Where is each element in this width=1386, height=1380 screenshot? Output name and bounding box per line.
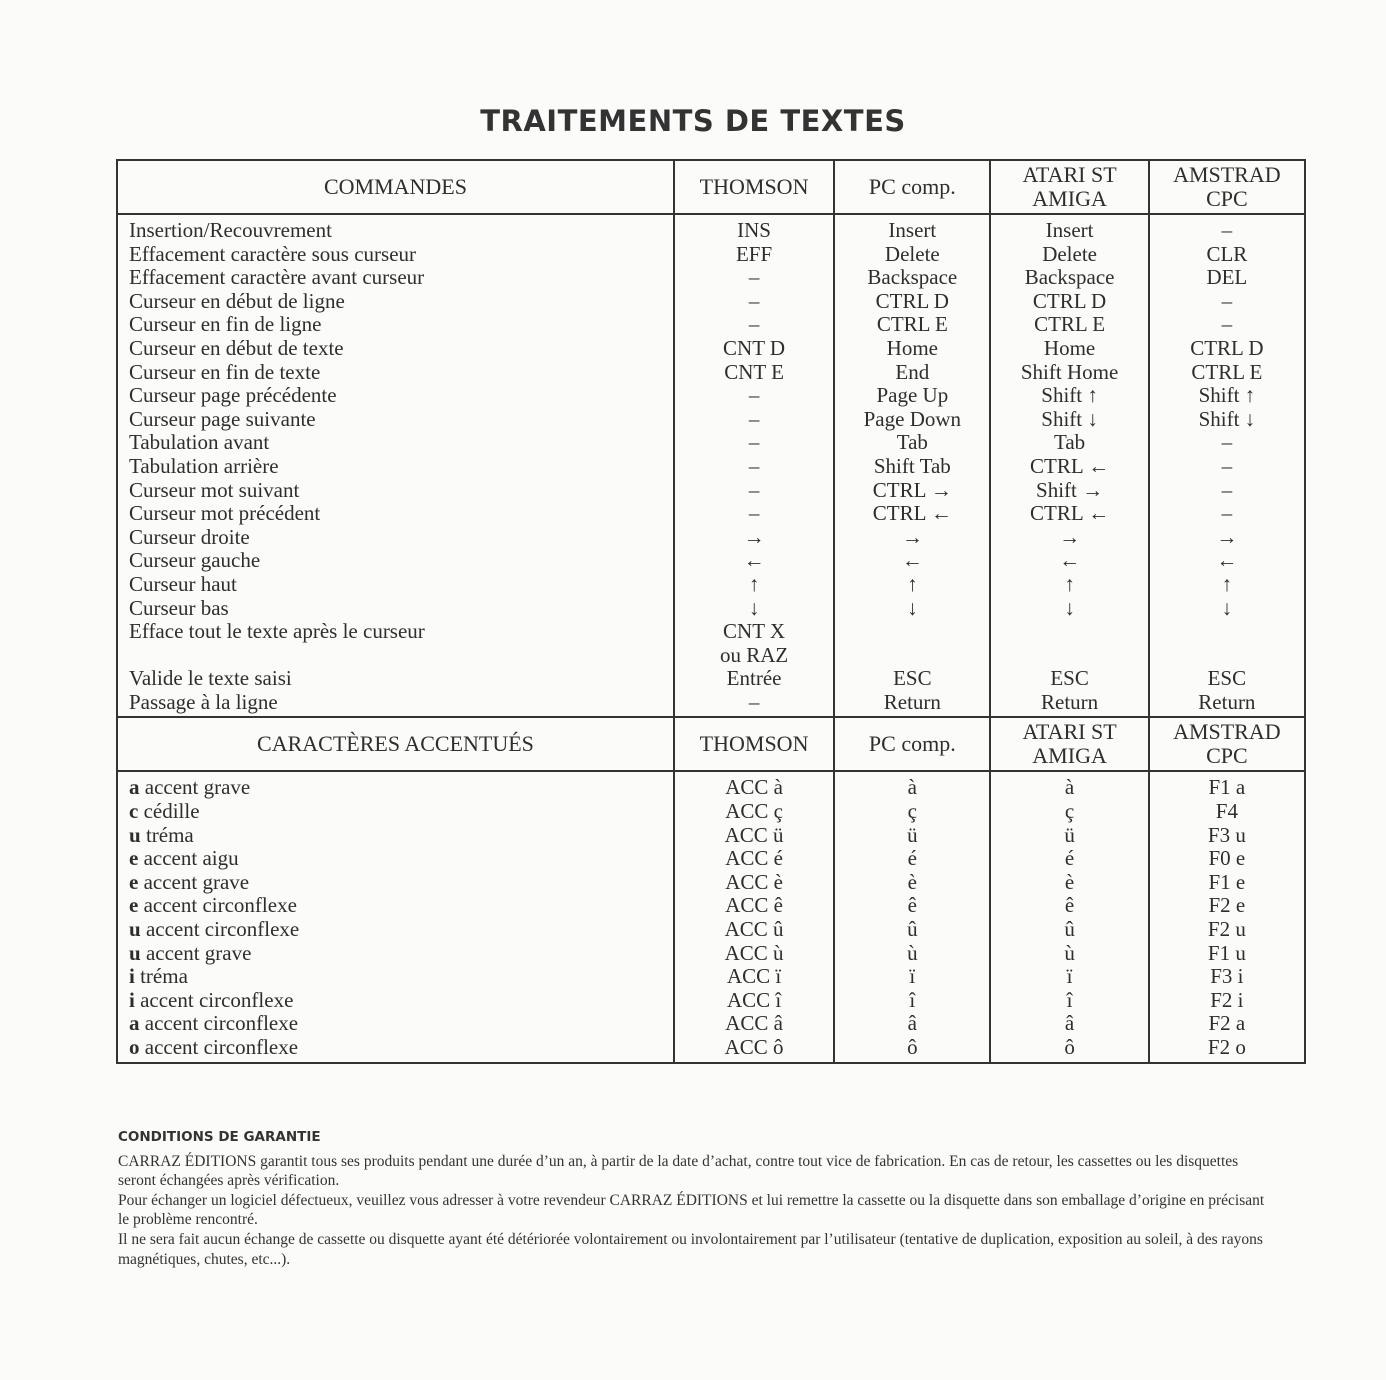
pc-accent: î: [909, 987, 916, 1012]
command-name: Insertion/Recouvrement: [129, 218, 332, 242]
accent-letter: i: [129, 964, 135, 989]
command-name: Curseur haut: [129, 571, 237, 596]
amstrad-accent: F0 e: [1208, 846, 1246, 871]
thomson-key: –: [748, 501, 760, 526]
pc-key: Backspace: [867, 265, 958, 290]
header-pc-accents: PC comp.: [834, 717, 990, 771]
amstrad-accent: F2 o: [1207, 1035, 1246, 1059]
atari-amiga-accent: ù: [1064, 940, 1075, 965]
header-caracteres-accentues: CARACTÈRES ACCENTUÉS: [117, 717, 674, 771]
pc-accent: ç: [907, 799, 917, 824]
pc-key: End: [895, 359, 930, 384]
amstrad-key: Return: [1198, 689, 1256, 714]
command-name: Curseur en début de ligne: [129, 288, 345, 313]
atari-amiga-accent: û: [1064, 917, 1075, 942]
pc-keys-column: [834, 214, 990, 717]
header-pc: PC comp.: [834, 160, 990, 214]
pc-key: ←: [901, 548, 923, 573]
thomson-accent: ACC û: [724, 917, 784, 942]
amstrad-key: ↑: [1221, 571, 1233, 596]
amstrad-key: –: [1221, 477, 1233, 502]
atari-amiga-keys-column: [990, 214, 1148, 717]
atari-amiga-key: Shift Home: [1020, 359, 1119, 384]
pc-accent: û: [907, 917, 918, 942]
command-name: Curseur mot précédent: [129, 501, 321, 526]
atari-amiga-key: Shift ↑: [1041, 383, 1098, 408]
atari-amiga-key: Shift ↓: [1041, 406, 1098, 431]
thomson-key: –: [748, 406, 760, 431]
thomson-key: –: [748, 430, 760, 455]
amstrad-accent: F1 e: [1208, 869, 1246, 894]
warranty-section: [118, 1128, 1278, 1269]
atari-amiga-key: [991, 620, 1147, 667]
accent-letter: o: [129, 1035, 140, 1059]
pc-key: CTRL ←: [872, 501, 952, 526]
atari-amiga-key: CTRL ←: [1030, 453, 1110, 478]
thomson-key: CNT E: [724, 359, 784, 384]
pc-key: Delete: [884, 241, 940, 266]
thomson-key: ↑: [748, 571, 760, 596]
amstrad-accent: F1 u: [1207, 940, 1246, 965]
thomson-accent: ACC ï: [726, 964, 782, 989]
thomson-key: EFF: [735, 241, 773, 266]
command-name: Curseur page suivante: [129, 406, 316, 431]
thomson-key: –: [748, 288, 760, 313]
amstrad-accent: F4: [1215, 799, 1238, 824]
accent-name: o accent circonflexe: [129, 1035, 299, 1059]
thomson-key: ←: [743, 548, 765, 573]
command-name: Valide le texte saisi: [129, 666, 292, 691]
pc-accent: ü: [907, 822, 918, 847]
accent-letter: c: [129, 799, 139, 824]
warranty-heading: CONDITIONS DE GARANTIE: [118, 1129, 321, 1145]
pc-key: ↑: [907, 571, 918, 596]
accent-name: e accent aigu: [129, 846, 239, 871]
accent-letter: u: [129, 822, 141, 847]
command-name: Efface tout le texte après le curseur: [129, 619, 425, 644]
amstrad-key: Shift ↑: [1198, 383, 1256, 408]
thomson-accents-column: [674, 771, 834, 1062]
command-name: Effacement caractère avant curseur: [129, 265, 425, 290]
warranty-paragraph: Il ne sera fait aucun échange de cassette ou disquette ayant été détériorée volontairement ou involontairement par l’utilisateur (tentative de duplication, exposition au soleil, à des rayons magnétiques, chutes, etc...).: [118, 1230, 1263, 1268]
warranty-paragraph: CARRAZ ÉDITIONS garantit tous ses produits pendant une durée d’un an, à partir de la date d’achat, contre tout vice de fabrication. En cas de retour, les cassettes ou les disquettes seront échangées après vérification.: [118, 1152, 1239, 1190]
amstrad-accent: F1 a: [1208, 775, 1246, 800]
accent-letter: i: [129, 987, 135, 1012]
thomson-key: INS: [737, 218, 771, 242]
amstrad-key: ESC: [1207, 666, 1247, 691]
accent-name: u accent circonflexe: [129, 917, 300, 942]
thomson-key: CNT X ou RAZ: [719, 619, 789, 667]
thomson-key: →: [743, 524, 765, 549]
accent-letter: u: [129, 917, 141, 942]
command-name: Curseur page précédente: [129, 383, 337, 408]
atari-amiga-key: Insert: [1045, 218, 1094, 242]
pc-accent: é: [907, 846, 917, 871]
thomson-key: –: [748, 312, 760, 337]
atari-amiga-key: CTRL D: [1032, 288, 1107, 313]
atari-amiga-key: Delete: [1042, 241, 1097, 266]
thomson-key: –: [748, 689, 760, 714]
atari-amiga-key: →: [1059, 524, 1081, 549]
pc-key: [835, 620, 989, 667]
command-name: Passage à la ligne: [129, 689, 278, 714]
pc-key: Page Down: [863, 406, 962, 431]
accent-name: a accent circonflexe: [129, 1011, 299, 1036]
amstrad-key: →: [1216, 524, 1238, 549]
atari-amiga-accent: è: [1064, 869, 1075, 894]
pc-accent: â: [907, 1011, 917, 1036]
atari-amiga-accent: ü: [1064, 822, 1075, 847]
atari-amiga-key: CTRL ←: [1030, 501, 1110, 526]
atari-amiga-accent: é: [1064, 846, 1075, 871]
amstrad-accent: F3 i: [1210, 964, 1244, 989]
amstrad-accent: F2 i: [1210, 987, 1244, 1012]
accents-body-row: [117, 771, 1305, 1062]
command-name: Tabulation arrière: [129, 453, 279, 478]
atari-amiga-accent: î: [1066, 987, 1073, 1012]
thomson-key: Entrée: [726, 666, 782, 691]
amstrad-key: Shift ↓: [1198, 406, 1256, 431]
amstrad-key: –: [1221, 501, 1233, 526]
header-commandes: COMMANDES: [117, 160, 674, 214]
header-thomson: THOMSON: [674, 160, 834, 214]
atari-amiga-key: CTRL E: [1034, 312, 1106, 337]
accent-name: i tréma: [129, 964, 188, 989]
accent-name: e accent grave: [129, 869, 250, 894]
header-thomson-accents: THOMSON: [674, 717, 834, 771]
pc-key: Home: [886, 335, 938, 360]
header-atari-amiga-accents: ATARI ST AMIGA: [990, 717, 1148, 771]
accent-letter: e: [129, 893, 139, 918]
amstrad-accent: F3 u: [1207, 822, 1246, 847]
amstrad-key: CTRL E: [1191, 359, 1263, 384]
header-amstrad: AMSTRAD CPC: [1149, 160, 1305, 214]
pc-accent: à: [907, 775, 917, 800]
command-name: Tabulation avant: [129, 430, 270, 455]
accent-letter: a: [129, 1011, 140, 1036]
pc-key: ESC: [893, 666, 932, 691]
page-title: TRAITEMENTS DE TEXTES: [480, 104, 906, 138]
atari-amiga-accent: à: [1064, 775, 1075, 800]
amstrad-key: CLR: [1206, 241, 1248, 266]
thomson-accent: ACC ê: [725, 893, 783, 918]
accents-names-column: [117, 771, 674, 1062]
thomson-key: –: [748, 477, 760, 502]
accent-name: u tréma: [129, 822, 194, 847]
thomson-key: ↓: [748, 595, 760, 620]
thomson-key: –: [748, 265, 760, 290]
atari-amiga-accent: ï: [1066, 964, 1073, 989]
amstrad-keys-column: [1149, 214, 1305, 717]
thomson-accent: ACC è: [725, 869, 783, 894]
accent-name: e accent circonflexe: [129, 893, 297, 918]
amstrad-key: DEL: [1206, 265, 1248, 290]
command-name: Curseur en fin de ligne: [129, 312, 322, 337]
pc-accent: ô: [907, 1035, 918, 1059]
amstrad-key: ←: [1216, 548, 1238, 573]
amstrad-key: –: [1221, 218, 1233, 242]
pc-key: Shift Tab: [873, 453, 951, 478]
accent-name: c cédille: [129, 799, 200, 824]
thomson-accent: ACC ç: [725, 799, 783, 824]
pc-accent: ï: [909, 964, 916, 989]
amstrad-key: [1150, 620, 1304, 667]
amstrad-accents-column: [1149, 771, 1305, 1062]
accent-name: u accent grave: [129, 940, 252, 965]
command-name: Curseur mot suivant: [129, 477, 300, 502]
atari-amiga-key: ←: [1059, 548, 1081, 573]
accent-name: a accent grave: [129, 775, 251, 800]
header-amstrad-accents: AMSTRAD CPC: [1149, 717, 1305, 771]
pc-accents-column: [834, 771, 990, 1062]
atari-amiga-key: Home: [1043, 335, 1096, 360]
command-name: Curseur droite: [129, 524, 250, 549]
accent-letter: a: [129, 775, 140, 800]
amstrad-accent: F2 u: [1207, 917, 1246, 942]
pc-key: CTRL E: [876, 312, 948, 337]
amstrad-accent: F2 a: [1208, 1011, 1246, 1036]
atari-amiga-accent: ê: [1064, 893, 1075, 918]
amstrad-accent: F2 e: [1208, 893, 1246, 918]
atari-amiga-accent: ç: [1064, 799, 1075, 824]
thomson-keys-column: [674, 214, 834, 717]
thomson-key: –: [748, 453, 760, 478]
atari-amiga-accent: ô: [1064, 1035, 1075, 1059]
thomson-accent: ACC é: [725, 846, 783, 871]
accents-header-row: [117, 717, 1305, 771]
atari-amiga-key: ↓: [1064, 595, 1075, 620]
header-atari-amiga: ATARI ST AMIGA: [990, 160, 1148, 214]
thomson-key: –: [748, 383, 760, 408]
atari-amiga-key: Return: [1041, 689, 1099, 714]
accent-letter: u: [129, 940, 141, 965]
command-name: Curseur en fin de texte: [129, 359, 321, 384]
atari-amiga-key: Backspace: [1024, 265, 1115, 290]
pc-key: →: [901, 524, 923, 549]
command-name: Curseur en début de texte: [129, 335, 344, 360]
command-name: Effacement caractère sous curseur: [129, 241, 417, 266]
amstrad-key: ↓: [1221, 595, 1233, 620]
pc-key: Insert: [888, 218, 937, 242]
atari-amiga-accents-column: [990, 771, 1148, 1062]
thomson-accent: ACC ô: [724, 1035, 784, 1059]
thomson-accent: ACC à: [725, 775, 783, 800]
keyboard-commands-table: [116, 159, 1306, 1064]
atari-amiga-key: Shift →: [1036, 477, 1104, 502]
amstrad-key: –: [1221, 430, 1233, 455]
amstrad-key: –: [1221, 312, 1233, 337]
pc-accent: ù: [907, 940, 918, 965]
commands-names-column: [117, 214, 674, 717]
thomson-key: CNT D: [723, 335, 786, 360]
accent-letter: e: [129, 869, 139, 894]
pc-key: ↓: [907, 595, 918, 620]
pc-key: CTRL D: [875, 288, 949, 313]
thomson-accent: ACC î: [726, 987, 782, 1012]
thomson-accent: ACC â: [725, 1011, 783, 1036]
atari-amiga-key: ESC: [1050, 666, 1089, 691]
atari-amiga-key: Tab: [1053, 430, 1086, 455]
commands-body-row: [117, 214, 1305, 717]
pc-key: Page Up: [876, 383, 949, 408]
pc-key: CTRL →: [872, 477, 952, 502]
atari-amiga-key: ↑: [1064, 571, 1075, 596]
thomson-accent: ACC ù: [724, 940, 784, 965]
amstrad-key: CTRL D: [1190, 335, 1264, 360]
pc-accent: è: [907, 869, 917, 894]
amstrad-key: –: [1221, 453, 1233, 478]
accent-name: i accent circonflexe: [129, 987, 294, 1012]
warranty-paragraph: Pour échanger un logiciel défectueux, veuillez vous adresser à votre revendeur CARRAZ ÉDITIONS et lui remettre la cassette ou la disquette dans son emballage d’origine en précisant le problème rencontré.: [118, 1191, 1265, 1229]
atari-amiga-accent: â: [1064, 1011, 1075, 1036]
command-name: Curseur gauche: [129, 548, 261, 573]
pc-key: Return: [883, 689, 941, 714]
pc-key: Tab: [896, 430, 928, 455]
accent-letter: e: [129, 846, 139, 871]
amstrad-key: –: [1221, 288, 1233, 313]
command-name: Curseur bas: [129, 595, 229, 620]
pc-accent: ê: [907, 893, 917, 918]
thomson-accent: ACC ü: [724, 822, 784, 847]
commands-header-row: [117, 160, 1305, 214]
